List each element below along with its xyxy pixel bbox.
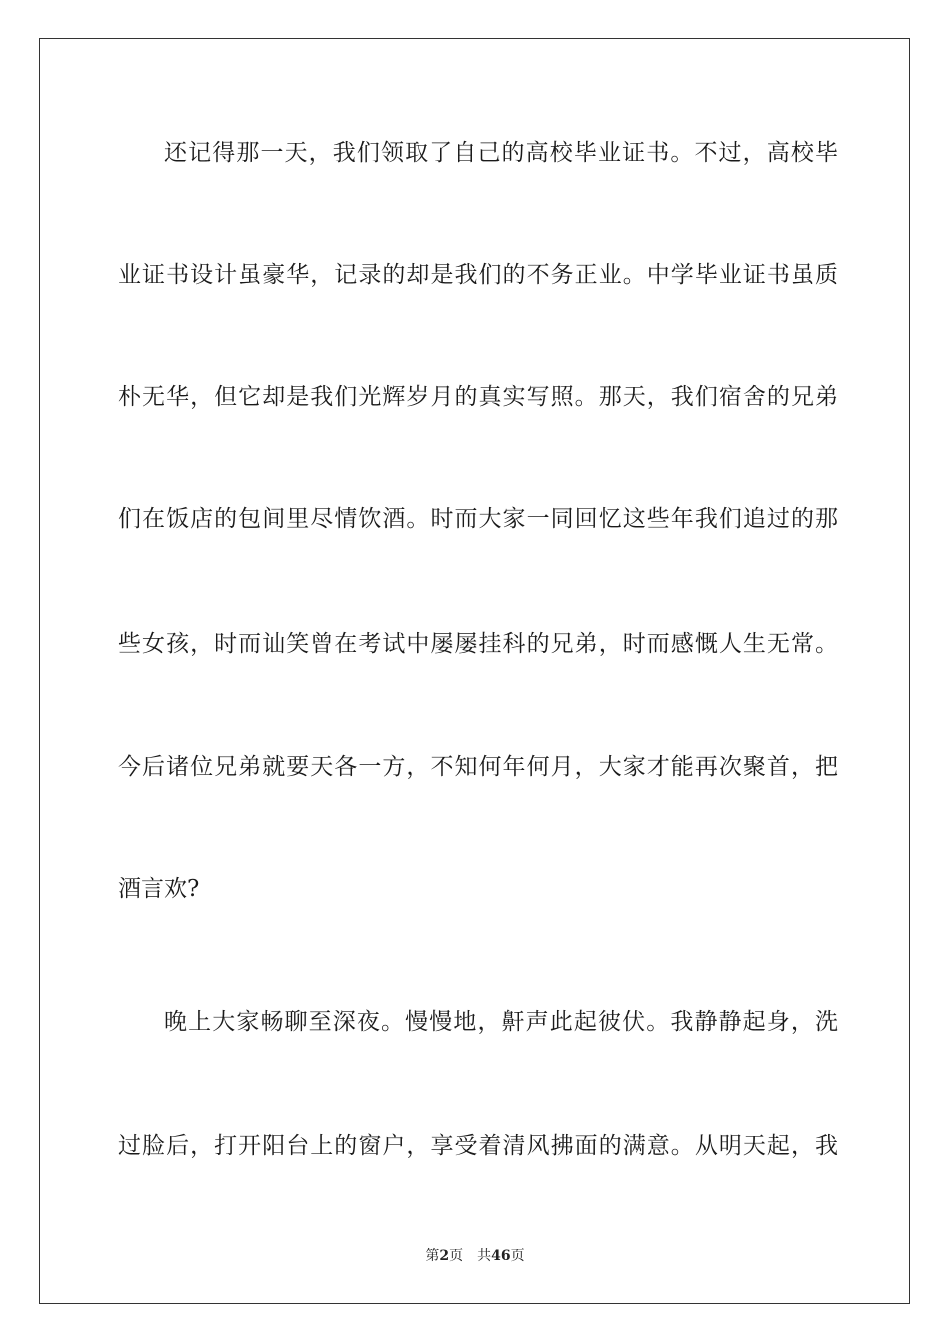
- text-line-1: 还记得那一天，我们领取了自己的高校毕业证书。不过，高校毕: [164, 140, 838, 166]
- text-line-6: 今后诸位兄弟就要天各一方，不知何年何月，大家才能再次聚首，把: [118, 754, 838, 780]
- text-line-9: 过脸后，打开阳台上的窗户，享受着清风拂面的满意。从明天起，我: [118, 1133, 838, 1159]
- page-footer: [0, 1247, 950, 1265]
- text-line-8: 晚上大家畅聊至深夜。慢慢地，鼾声此起彼伏。我静静起身，洗: [164, 1009, 838, 1035]
- footer-page-number: 2: [439, 1248, 450, 1264]
- footer-total-suffix: 页: [510, 1248, 525, 1264]
- footer-total-prefix: 共: [477, 1248, 492, 1264]
- footer-page-suffix: 页: [449, 1248, 464, 1264]
- text-line-3: 朴无华，但它却是我们光辉岁月的真实写照。那天，我们宿舍的兄弟: [118, 384, 838, 410]
- footer-page-prefix: 第: [425, 1248, 440, 1264]
- footer-total-pages: 46: [491, 1248, 511, 1264]
- text-line-4: 们在饭店的包间里尽情饮酒。时而大家一同回忆这些年我们追过的那: [118, 506, 838, 532]
- text-line-5: 些女孩，时而讪笑曾在考试中屡屡挂科的兄弟，时而感慨人生无常。: [118, 631, 838, 657]
- text-line-2: 业证书设计虽豪华，记录的却是我们的不务正业。中学毕业证书虽质: [118, 262, 838, 288]
- page-border: [39, 38, 910, 1304]
- text-line-7: 酒言欢?: [118, 876, 200, 902]
